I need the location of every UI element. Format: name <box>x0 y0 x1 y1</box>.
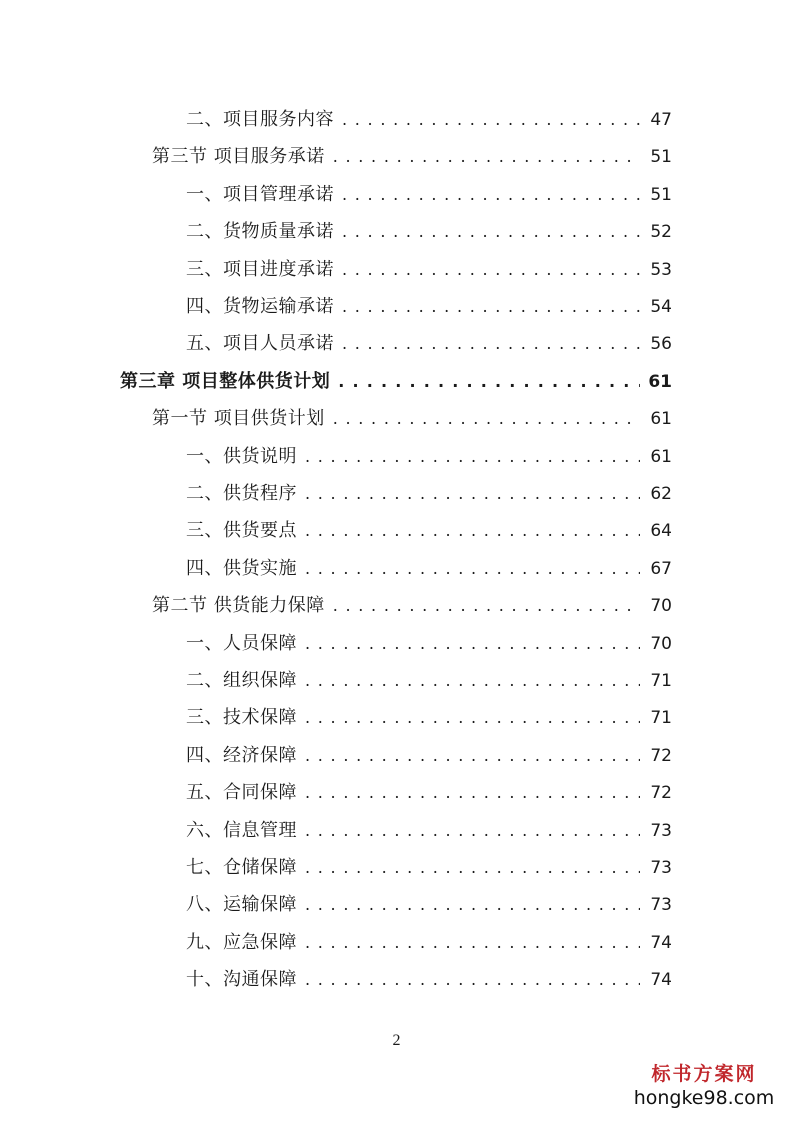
dot-leader <box>342 213 640 250</box>
toc-entry-label: 二、供货程序 <box>186 483 297 504</box>
toc-entry[interactable] <box>186 625 672 662</box>
dot-leader <box>305 737 640 774</box>
toc-entry-page: 73 <box>650 858 672 878</box>
toc-entry-label: 九、应急保障 <box>186 931 297 953</box>
toc-entry-page: 70 <box>650 633 672 654</box>
toc-entry[interactable] <box>186 812 672 849</box>
toc-entry[interactable] <box>186 737 672 774</box>
toc-chapter-entry[interactable] <box>120 363 672 400</box>
dot-leader <box>342 288 640 325</box>
toc-entry-page: 71 <box>650 708 672 729</box>
toc-entry[interactable] <box>186 325 672 362</box>
toc-entry-label: 四、货物运输承诺 <box>186 296 334 317</box>
toc-entry-page: 72 <box>650 783 672 804</box>
dot-leader <box>305 699 640 736</box>
toc-entry-page: 64 <box>650 521 672 542</box>
toc-entry[interactable] <box>186 475 672 512</box>
toc-entry-page: 47 <box>650 110 672 130</box>
toc-entry[interactable] <box>186 699 672 736</box>
toc-entry-page: 70 <box>650 596 672 617</box>
toc-entry[interactable] <box>186 251 672 288</box>
toc-entry-label: 十、沟通保障 <box>186 969 297 991</box>
toc-entry[interactable] <box>152 400 672 437</box>
toc-entry-label: 一、人员保障 <box>186 632 297 654</box>
toc-entry-label: 五、项目人员承诺 <box>186 333 334 355</box>
toc-entry[interactable] <box>152 138 672 175</box>
toc-entry-page: 67 <box>650 558 672 579</box>
dot-leader <box>338 363 640 400</box>
dot-leader <box>305 812 640 849</box>
toc-entry[interactable] <box>186 961 672 998</box>
toc-entry-label: 五、合同保障 <box>186 782 297 804</box>
toc-entry[interactable] <box>186 924 672 961</box>
toc-entry-page: 71 <box>650 671 672 691</box>
toc-entry-label: 七、仓储保障 <box>186 857 297 878</box>
toc-entry-label: 二、货物质量承诺 <box>186 221 334 243</box>
toc-entry-page: 51 <box>650 147 672 168</box>
toc-entry[interactable] <box>186 213 672 250</box>
dot-leader <box>305 550 640 587</box>
dot-leader <box>305 662 640 699</box>
toc-entry-label: 一、供货说明 <box>186 445 297 467</box>
dot-leader <box>342 101 640 138</box>
toc-entry-label: 第一节 项目供货计划 <box>152 408 325 430</box>
dot-leader <box>305 438 640 475</box>
toc-entry-label: 二、组织保障 <box>186 670 297 691</box>
toc-entry-label: 三、技术保障 <box>186 707 297 729</box>
toc-entry-label: 四、供货实施 <box>186 557 297 579</box>
watermark <box>629 1062 779 1110</box>
watermark-url: hongke98.com <box>633 1087 775 1109</box>
toc-entry-page: 61 <box>650 446 672 467</box>
dot-leader <box>305 961 640 998</box>
toc-entry[interactable] <box>152 587 672 624</box>
toc-entry-label: 三、供货要点 <box>186 520 297 542</box>
page-number: 2 <box>392 1032 401 1049</box>
toc-entry-page: 74 <box>650 970 672 991</box>
dot-leader <box>305 886 640 923</box>
toc-entry-page: 53 <box>650 259 672 280</box>
dot-leader <box>342 251 640 288</box>
dot-leader <box>305 924 640 961</box>
toc-entry-page: 72 <box>650 745 672 766</box>
dot-leader <box>333 138 640 175</box>
dot-leader <box>305 625 640 662</box>
dot-leader <box>333 400 640 437</box>
toc-entry-page: 61 <box>650 409 672 430</box>
toc-entry-label: 一、项目管理承诺 <box>186 183 334 205</box>
toc-entry-label: 六、信息管理 <box>186 819 297 841</box>
toc-entry-label: 三、项目进度承诺 <box>186 258 334 280</box>
toc-entry[interactable] <box>186 662 672 699</box>
dot-leader <box>305 475 640 512</box>
dot-leader <box>342 176 640 213</box>
dot-leader <box>305 849 640 886</box>
toc-entry-label: 第三节 项目服务承诺 <box>152 146 325 168</box>
toc-entry[interactable] <box>186 550 672 587</box>
toc-entry-page: 56 <box>650 334 672 355</box>
toc-entry[interactable] <box>186 438 672 475</box>
toc-entry-page: 73 <box>650 820 672 841</box>
toc-entry[interactable] <box>186 774 672 811</box>
dot-leader <box>333 587 640 624</box>
toc-entry-page: 61 <box>648 371 672 392</box>
toc-entry[interactable] <box>186 101 672 138</box>
toc-entry-label: 八、运输保障 <box>186 894 297 916</box>
toc-entry-page: 54 <box>650 297 672 317</box>
toc-entry-page: 62 <box>650 484 672 504</box>
dot-leader <box>305 512 640 549</box>
watermark-title: 标书方案网 <box>651 1063 757 1085</box>
dot-leader <box>305 774 640 811</box>
toc-entry[interactable] <box>186 288 672 325</box>
toc-entry[interactable] <box>186 849 672 886</box>
toc-entry-label: 四、经济保障 <box>186 744 297 766</box>
toc-entry-label: 二、项目服务内容 <box>186 109 334 130</box>
toc-entry-page: 51 <box>650 184 672 205</box>
toc-entry[interactable] <box>186 886 672 923</box>
toc-entry-page: 73 <box>650 895 672 916</box>
toc-entry-label: 第二节 供货能力保障 <box>152 595 325 617</box>
toc-entry[interactable] <box>186 512 672 549</box>
toc-entry-page: 52 <box>650 222 672 243</box>
dot-leader <box>342 325 640 362</box>
toc-entry-label: 第三章 项目整体供货计划 <box>120 370 331 392</box>
toc-entry-page: 74 <box>650 932 672 953</box>
toc-entry[interactable] <box>186 176 672 213</box>
